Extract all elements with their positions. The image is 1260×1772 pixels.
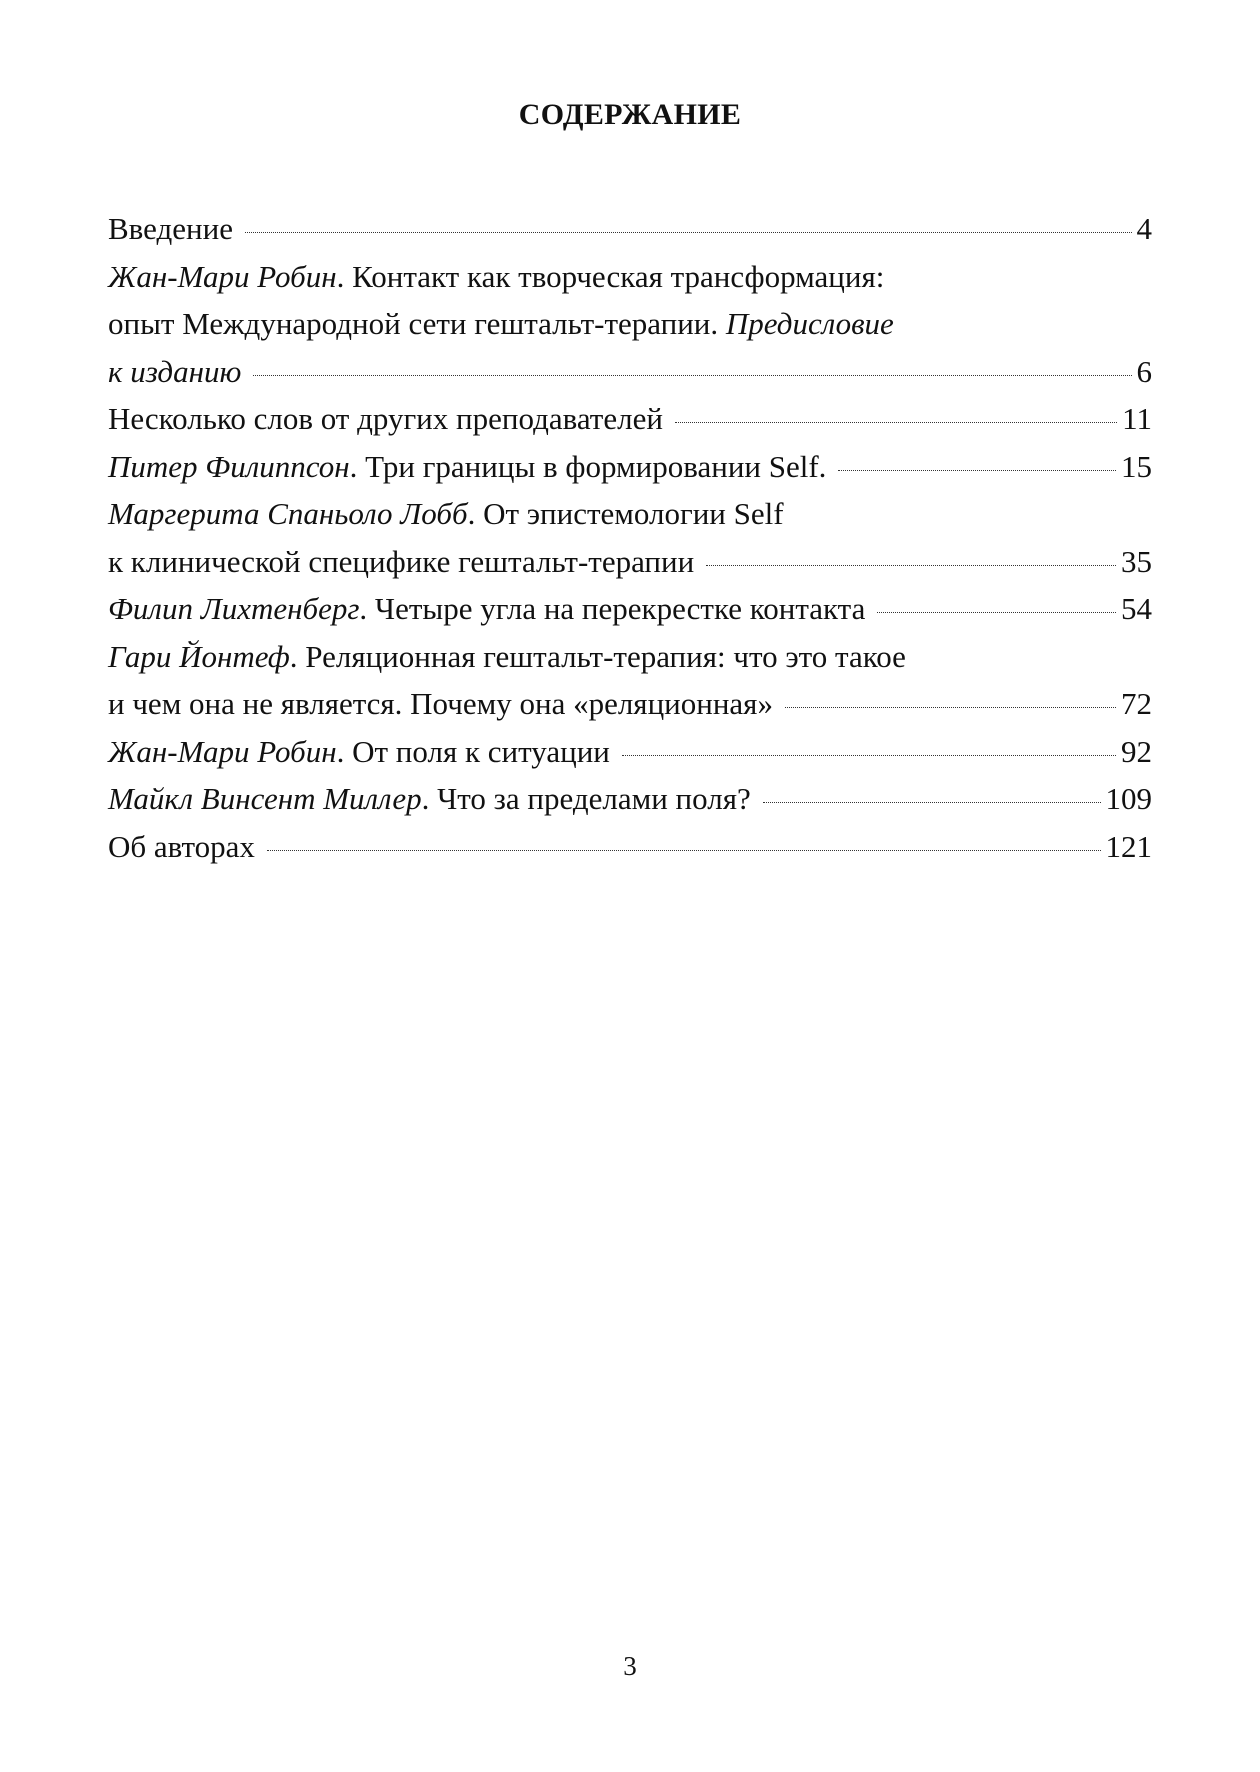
toc-entry-title: . От поля к ситуации — [336, 733, 610, 769]
toc-entry-title: опыт Международной сети гештальт-терапии. — [108, 306, 726, 341]
toc-entry-text — [108, 538, 694, 586]
toc-page-number: 15 — [1121, 448, 1152, 484]
toc-page-number: 11 — [1122, 401, 1152, 436]
toc-entry-line — [108, 823, 1152, 871]
toc-entry-text — [108, 728, 610, 776]
toc-entry-italic-note: к изданию — [108, 353, 242, 389]
toc-entry-author: Филип Лихтенберг — [108, 591, 360, 626]
toc-entry — [108, 633, 1152, 728]
table-of-contents — [108, 205, 1152, 870]
toc-entry-title: . Контакт как творческая трансформация: — [336, 258, 885, 294]
toc-entry — [108, 585, 1152, 633]
toc-entry-author: Маргерита Спаньоло Лобб — [108, 496, 468, 531]
dot-leader — [877, 612, 1116, 613]
toc-entry — [108, 205, 1152, 253]
dot-leader — [706, 565, 1116, 566]
page-title: СОДЕРЖАНИЕ — [518, 98, 742, 131]
toc-entry-title: Об авторах — [108, 828, 255, 864]
toc-entry-line — [108, 253, 1152, 301]
toc-entry-text — [108, 443, 826, 491]
toc-entry-author: Майкл Винсент Миллер — [108, 781, 422, 816]
toc-entry-title: и чем она не является. Почему она «реляционная» — [108, 686, 773, 721]
toc-entry-line — [108, 585, 1152, 633]
toc-page-number: 54 — [1121, 591, 1152, 626]
toc-entry-line — [108, 443, 1152, 491]
toc-entry — [108, 490, 1152, 585]
toc-entry-italic-note: Предисловие — [725, 306, 894, 341]
toc-entry — [108, 395, 1152, 443]
toc-page-number: 35 — [1121, 543, 1152, 579]
dot-leader — [675, 422, 1117, 423]
toc-page-number: 6 — [1136, 353, 1152, 389]
dot-leader — [838, 470, 1116, 471]
toc-entry-line — [108, 205, 1152, 253]
toc-entry-title: . Четыре угла на перекрестке контакта — [359, 591, 866, 626]
toc-entry — [108, 728, 1152, 776]
toc-entry-text — [108, 585, 865, 633]
toc-entry-text — [108, 680, 773, 728]
toc-entry-title: . Реляционная гештальт-терапия: что это такое — [289, 638, 906, 674]
toc-entry-line — [108, 490, 1152, 538]
toc-entry-author: Питер Филиппсон — [108, 448, 350, 484]
dot-leader — [622, 755, 1116, 756]
toc-entry-title: к клинической специфике гештальт-терапии — [108, 543, 695, 579]
toc-page-number: 72 — [1121, 686, 1152, 721]
toc-entry-line — [108, 633, 1152, 681]
toc-entry-line — [108, 300, 1152, 348]
dot-leader — [763, 802, 1101, 803]
toc-entry-line — [108, 728, 1152, 776]
toc-entry-line — [108, 395, 1152, 443]
toc-entry-text — [108, 348, 241, 396]
toc-entry-line — [108, 348, 1152, 396]
dot-leader — [253, 375, 1131, 376]
toc-entry-title: . От эпистемологии Self — [467, 496, 784, 531]
toc-entry-line — [108, 775, 1152, 823]
toc-entry-text — [108, 205, 233, 253]
toc-entry-text — [108, 775, 751, 823]
toc-page-number: 121 — [1105, 828, 1152, 864]
toc-entry-text — [108, 823, 255, 871]
toc-entry-author: Гари Йонтеф — [108, 638, 290, 674]
dot-leader — [267, 850, 1101, 851]
toc-page-number: 109 — [1105, 781, 1152, 816]
toc-entry — [108, 253, 1152, 396]
toc-entry-line — [108, 538, 1152, 586]
toc-entry — [108, 443, 1152, 491]
dot-leader — [785, 707, 1116, 708]
toc-entry-title: . Три границы в формировании Self. — [349, 448, 827, 484]
toc-entry-author: Жан-Мари Робин — [108, 733, 337, 769]
page-number-footer: 3 — [623, 1651, 637, 1681]
toc-entry-text — [108, 395, 663, 443]
dot-leader — [245, 232, 1132, 233]
toc-entry — [108, 823, 1152, 871]
toc-entry-line — [108, 680, 1152, 728]
toc-entry-title: Введение — [108, 211, 233, 246]
toc-page-number: 4 — [1136, 211, 1152, 246]
toc-entry — [108, 775, 1152, 823]
toc-entry-author: Жан-Мари Робин — [108, 258, 337, 294]
toc-page-number: 92 — [1121, 733, 1152, 769]
toc-entry-title: . Что за пределами поля? — [421, 781, 751, 816]
toc-entry-title: Несколько слов от других преподавателей — [108, 401, 663, 436]
